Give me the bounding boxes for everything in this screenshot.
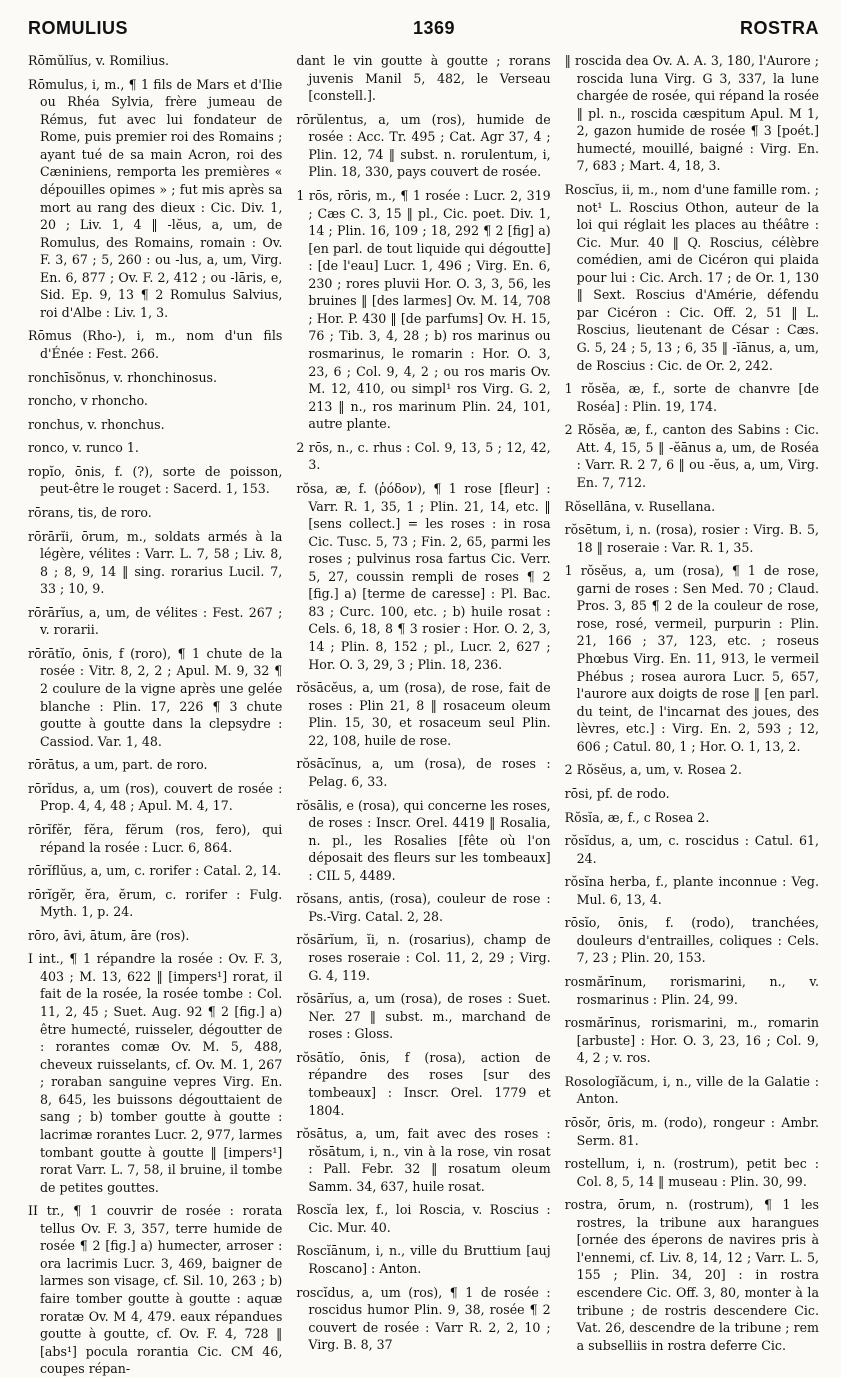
dictionary-entry: rōrĭgĕr, ĕra, ĕrum, c. rorifer : Fulg. Myth. 1, p. 24. — [28, 886, 283, 920]
dictionary-entry: ronco, v. runco 1. — [28, 440, 139, 456]
dictionary-entry: rosmărīnus, rorismarini, m., romarin [arbuste] : Hor. O. 3, 23, 16 ; Col. 9, 4, 2 ; v. ros. — [564, 1015, 819, 1066]
page-number: 1369 — [412, 18, 456, 38]
dictionary-entry: rŏsātĭo, ōnis, f (rosa), action de répandre des roses [sur des tombeaux] : Inscr. Orel. 1779 et 1804. — [296, 1049, 551, 1118]
dictionary-entry: rōrātĭo, ōnis, f (roro), ¶ 1 chute de la rosée : Vitr. 8, 2, 2 ; Apul. M. 9, 32 ¶ 2 coulure de la vigne après une gelée blanche : Plin. 17, 226 ¶ 3 chute goutte à goutte dans la clepsydre : Cassiod. Var. 1, 48. — [28, 645, 283, 749]
dictionary-entry: Rōmus (Rho-), i, m., nom d'un fils d'Énée : Fest. 266. — [28, 328, 283, 361]
dictionary-entry: roscĭdus, a, um (ros), ¶ 1 de rosée : roscidus humor Plin. 9, 38, rosée ¶ 2 couvert de rosée : Varr R. 2, 2, 10 ; Virg. B. 8, 37 — [296, 1284, 551, 1353]
dictionary-entry: 1 rŏsĕa, æ, f., sorte de chanvre [de Roséa] : Plin. 19, 174. — [564, 381, 819, 414]
dictionary-entry: rŏsācĕus, a, um (rosa), de rose, fait de roses : Plin 21, 8 ‖ rosaceum oleum Plin. 15, 30, et rosaceum seul Plin. 22, 108, huile de rose. — [296, 680, 551, 748]
dictionary-entry: rŏsĭna herba, f., plante inconnue : Veg. Mul. 6, 13, 4. — [564, 874, 819, 907]
dictionary-entry: rŏsālis, e (rosa), qui concerne les roses, de roses : Inscr. Orel. 4419 ‖ Rosalia, n. pl., les Rosalies [fête où l'on déposait des fleurs sur les tombeaux] : CIL 5, 4489. — [296, 797, 551, 883]
dictionary-entry: II tr., ¶ 1 couvrir de rosée : rorata tellus Ov. F. 3, 357, terre humide de rosée ¶ 2 [fig.] a) humecter, arroser : ora lacrimis Lucr. 3, 469, baigner de larmes son visage, cf. Sil. 10, 263 ; b) faire tomber goutte à goutte : aquæ roratæ Ov. M 4, 479. eaux répandues goutte à goutte, cf. Ov. F. 4, 728 ‖ [abs¹] pocula rorantia Cic. CM 46, coupes répan- — [28, 1203, 283, 1377]
dictionary-entry: rŏsa, æ, f. (ῥόδον), ¶ 1 rose [fleur] : Varr. R. 1, 35, 1 ; Plin. 21, 14, etc. ‖ [sens collect.] = les roses : in rosa Cic. Tusc. 5, 73 ; Fin. 2, 65, parmi les roses ; pulvinus rosa fartus Cic. Verr. 5, 27, coussin rempli de roses ¶ 2 [fig.] a) [terme de caresse] : Pl. Bac. 83 ; Curc. 100, etc. ; b) huile rosat : Cels. 6, 18, 8 ¶ 3 rosier : Hor. O. 2, 3, 14 ; Plin. 8, 152 ; pl., Lucr. 2, 627 ; Hor. O. 3, 29, 3 ; Plin. 18, 236. — [296, 480, 551, 672]
header-left-word: ROMULIUS — [28, 18, 128, 38]
dictionary-entry: 2 Rŏsĕus, a, um, v. Rosea 2. — [564, 762, 742, 778]
dictionary-entry: rŏsĭdus, a, um, c. roscidus : Catul. 61, 24. — [564, 833, 819, 866]
dictionary-entry: rosmărīnum, rorismarini, n., v. rosmarinus : Plin. 24, 99. — [564, 974, 819, 1007]
dictionary-entry: rostellum, i, n. (rostrum), petit bec : Col. 8, 5, 14 ‖ museau : Plin. 30, 99. — [564, 1156, 819, 1189]
dictionary-entry: rōrĭflŭus, a, um, c. rorifer : Catal. 2, 14. — [28, 863, 282, 879]
dictionary-entry: 2 Rŏsĕa, æ, f., canton des Sabins : Cic. Att. 4, 15, 5 ‖ -ĕānus a, um, de Roséa : Varr. R. 2 7, 6 ‖ ou -ĕus, a, um, Virg. En. 7, 712. — [564, 422, 819, 490]
dictionary-entry: I int., ¶ 1 répandre la rosée : Ov. F. 3, 403 ; M. 13, 622 ‖ [impers¹] rorat, il fait de la rosée, la rosée tombe : Col. 11, 2, 45 ; Suet. Aug. 92 ¶ 2 [fig.] a) être humecté, ruisseler, dégoutter de : rorantes comæ Ov. M. 5, 488, cheveux ruisselants, cf. Ov. M. 1, 267 ; roraban sanguine vepres Virg. En. 8, 645, les buissons dégouttaient de sang ; b) tomber goutte à goutte : lacrimæ rorantes Lucr. 2, 977, larmes tombant goutte à goutte ‖ [impers¹] rorat Varr. L. 7, 58, il bruine, il tombe de petites gouttes. — [28, 951, 283, 1195]
header-right-word: ROSTRA — [739, 18, 819, 38]
dictionary-entry: ‖ roscida dea Ov. A. A. 3, 180, l'Aurore ; roscida luna Virg. G 3, 337, la lune chargée de rosée, qui répand la rosée ‖ pl. n., roscida cæspitum Apul. M 1, 2, gazon humide de rosée ¶ 3 [poét.] humecté, mouillé, baigné : Virg. En. 7, 683 ; Mart. 4, 18, 3. — [564, 53, 819, 174]
dictionary-entry: 1 rōs, rōris, m., ¶ 1 rosée : Lucr. 2, 319 ; Cæs C. 3, 15 ‖ pl., Cic. poet. Div. 1, 14 ; Plin. 16, 109 ; 18, 292 ¶ 2 [fig] a) [en parl. de tout liquide qui dégoutte] : [de l'eau] Lucr. 1, 496 ; Virg. En. 6, 230 ; rores pluvii Hor. O. 3, 3, 56, les bruines ‖ [des larmes] Ov. M. 14, 708 ; Hor. P. 430 ‖ [de parfums] Ov. H. 15, 76 ; Tib. 3, 4, 28 ; b) ros marinus ou rosmarinus, le romarin : Hor. O. 3, 23, 6 ; Col. 9, 4, 2 ; ou ros maris Ov. M. 12, 410, ou simpl¹ ros Virg. G. 2, 213 ‖ n., ros marinum Plin. 24, 101, autre plante. — [296, 187, 551, 432]
dictionary-entry: Rŏsellāna, v. Rusellana. — [564, 498, 716, 514]
dictionary-entry: rōrans, tis, de roro. — [28, 504, 152, 520]
dictionary-entry: rŏsācĭnus, a, um (rosa), de roses : Pelag. 6, 33. — [296, 756, 551, 789]
page-header — [28, 18, 819, 46]
dictionary-entry: rōrĭdus, a, um (ros), couvert de rosée : Prop. 4, 4, 48 ; Apul. M. 4, 17. — [28, 780, 283, 814]
dictionary-entry: rōrārĭi, ōrum, m., soldats armés à la légère, vélites : Varr. L. 7, 58 ; Liv. 8, 8 ; 8, 9, 14 ‖ sing. rorarius Lucil. 7, 33 ; 10, 9. — [28, 528, 283, 597]
dictionary-entry: Roscĭa lex, f., loi Roscia, v. Roscius : Cic. Mur. 40. — [296, 1202, 551, 1235]
dictionary-entry: 2 rōs, n., c. rhus : Col. 9, 13, 5 ; 12, 42, 3. — [296, 439, 551, 473]
dictionary-entry: ronchīsŏnus, v. rhonchinosus. — [28, 369, 218, 385]
dictionary-entry: rŏsātus, a, um, fait avec des roses : rŏsātum, i, n., vin à la rose, vin rosat : Pall. Febr. 32 ‖ rosatum oleum Samm. 34, 637, huile rosat. — [296, 1126, 551, 1194]
columns — [28, 52, 819, 1377]
dictionary-entry: rōro, āvi, ātum, āre (ros). — [28, 927, 190, 943]
column-3 — [565, 52, 819, 1352]
dictionary-entry: rostra, ōrum, n. (rostrum), ¶ 1 les rostres, la tribune aux harangues [ornée des éperons de navires pris à l'ennemi, cf. Liv. 8, 14, 12 ; Varr. L. 5, 155 ; Plin. 34, 20] : in rostra escendere Cic. Off. 3, 80, monter à la tribune ; de rostris descendere Cic. Vat. 26, descendre de la tribune ; rem a subselliis in rostra deferre Cic. — [564, 1197, 819, 1353]
dictionary-entry: Roscĭānum, i, n., ville du Bruttium [auj Roscano] : Anton. — [296, 1243, 551, 1276]
column-2 — [296, 52, 550, 1352]
dictionary-entry: rōsŏr, ōris, m. (rodo), rongeur : Ambr. Serm. 81. — [564, 1114, 819, 1148]
dictionary-entry: rŏsārĭum, ĭi, n. (rosarius), champ de roses roseraie : Col. 11, 2, 29 ; Virg. G. 4, 119. — [296, 932, 551, 983]
dictionary-entry: rōrŭlentus, a, um (ros), humide de rosée : Acc. Tr. 495 ; Cat. Agr 37, 4 ; Plin. 12, 74 ‖ subst. n. rorulentum, i, Plin. 18, 330, pays couvert de rosée. — [296, 111, 551, 180]
dictionary-entry: 1 rŏsĕus, a, um (rosa), ¶ 1 de rose, garni de roses : Sen Med. 70 ; Claud. Pros. 3, 85 ¶ 2 de la couleur de rose, rose, rosé, vermeil, purpurin : Plin. 21, 166 ; 37, 123, etc. ; roseus Phœbus Virg. En. 11, 913, le vermeil Phébus ; rosea aurora Lucr. 5, 657, l'aurore aux doigts de rose ‖ [en parl. du teint, de l'incarnat des joues, des lèvres, etc.] : Virg. En. 2, 593 ; 12, 606 ; Catul. 80, 1 ; Hor. O. 1, 13, 2. — [564, 563, 819, 754]
dictionary-entry: rōsi, pf. de rodo. — [564, 785, 670, 801]
dictionary-entry: rŏsētum, i, n. (rosa), rosier : Virg. B. 5, 18 ‖ roseraie : Var. R. 1, 35. — [564, 522, 819, 555]
dictionary-entry: rŏsārĭus, a, um (rosa), de roses : Suet. Ner. 27 ‖ subst. m., marchand de roses : Gloss. — [296, 991, 551, 1042]
dictionary-entry: Rōmulus, i, m., ¶ 1 fils de Mars et d'Ilie ou Rhéa Sylvia, frère jumeau de Rémus, fut avec lui fondateur de Rome, puis premier roi des Romains ; ayant tué de sa main Acron, roi des Cæniniens, remporta les premières « dépouilles opimes » ; fut mis après sa mort au rang des dieux : Cic. Div. 1, 20 ; Liv. 1, 4 ‖ -lĕus, a, um, de Romulus, des Romains, romain : Ov. F. 3, 67 ; 5, 260 : ou -lus, a, um, Virg. En. 6, 877 ; Ov. F. 2, 412 ; ou -lāris, e, Sid. Ep. 9, 13 ¶ 2 Romulus Salvius, roi d'Albe : Liv. 1, 3. — [28, 76, 283, 320]
dictionary-entry: rōsĭo, ōnis, f. (rodo), tranchées, douleurs d'entrailles, coliques : Cels. 7, 23 ; Plin. 20, 153. — [564, 915, 819, 966]
dictionary-entry: ronchus, v. rhonchus. — [28, 416, 165, 432]
dictionary-entry: rōrātus, a um, part. de roro. — [28, 757, 208, 773]
dictionary-entry: dant le vin goutte à goutte ; rorans juvenis Manil 5, 482, le Verseau [constell.]. — [296, 53, 551, 104]
dictionary-entry: ropĭo, ōnis, f. (?), sorte de poisson, peut-être le rouget : Sacerd. 1, 153. — [28, 463, 283, 497]
dictionary-entry: roncho, v rhoncho. — [28, 393, 148, 409]
dictionary-entry: rōrārĭus, a, um, de vélites : Fest. 267 ; v. rorarii. — [28, 604, 283, 638]
dictionary-entry: Rosologĭăcum, i, n., ville de la Galatie : Anton. — [564, 1073, 819, 1107]
dictionary-entry: rōrĭfĕr, fĕra, fĕrum (ros, fero), qui répand la rosée : Lucr. 6, 864. — [28, 821, 283, 855]
column-1 — [28, 52, 283, 1377]
dictionary-entry: Rŏsĭa, æ, f., c Rosea 2. — [564, 809, 710, 825]
dictionary-entry: Roscĭus, ii, m., nom d'une famille rom. ; not¹ L. Roscius Othon, auteur de la loi qui réglait les places au théâtre : Cic. Mur. 40 ‖ Q. Roscius, célèbre comédien, ami de Cicéron qui plaida pour lui : Cic. Arch. 17 ; de Or. 1, 130 ‖ Sext. Roscius d'Amérie, défendu par Cicéron : Cic. Off. 2, 51 ‖ L. Roscius, lieutenant de César : Cæs. G. 5, 24 ; 5, 13 ; 6, 35 ‖ -ĭānus, a, um, de Roscius : Cic. de Or. 2, 242. — [564, 181, 819, 373]
dictionary-entry: rŏsans, antis, (rosa), couleur de rose : Ps.-Virg. Catal. 2, 28. — [296, 891, 551, 924]
dictionary-entry: Rōmŭlĭus, v. Romilius. — [28, 53, 170, 68]
